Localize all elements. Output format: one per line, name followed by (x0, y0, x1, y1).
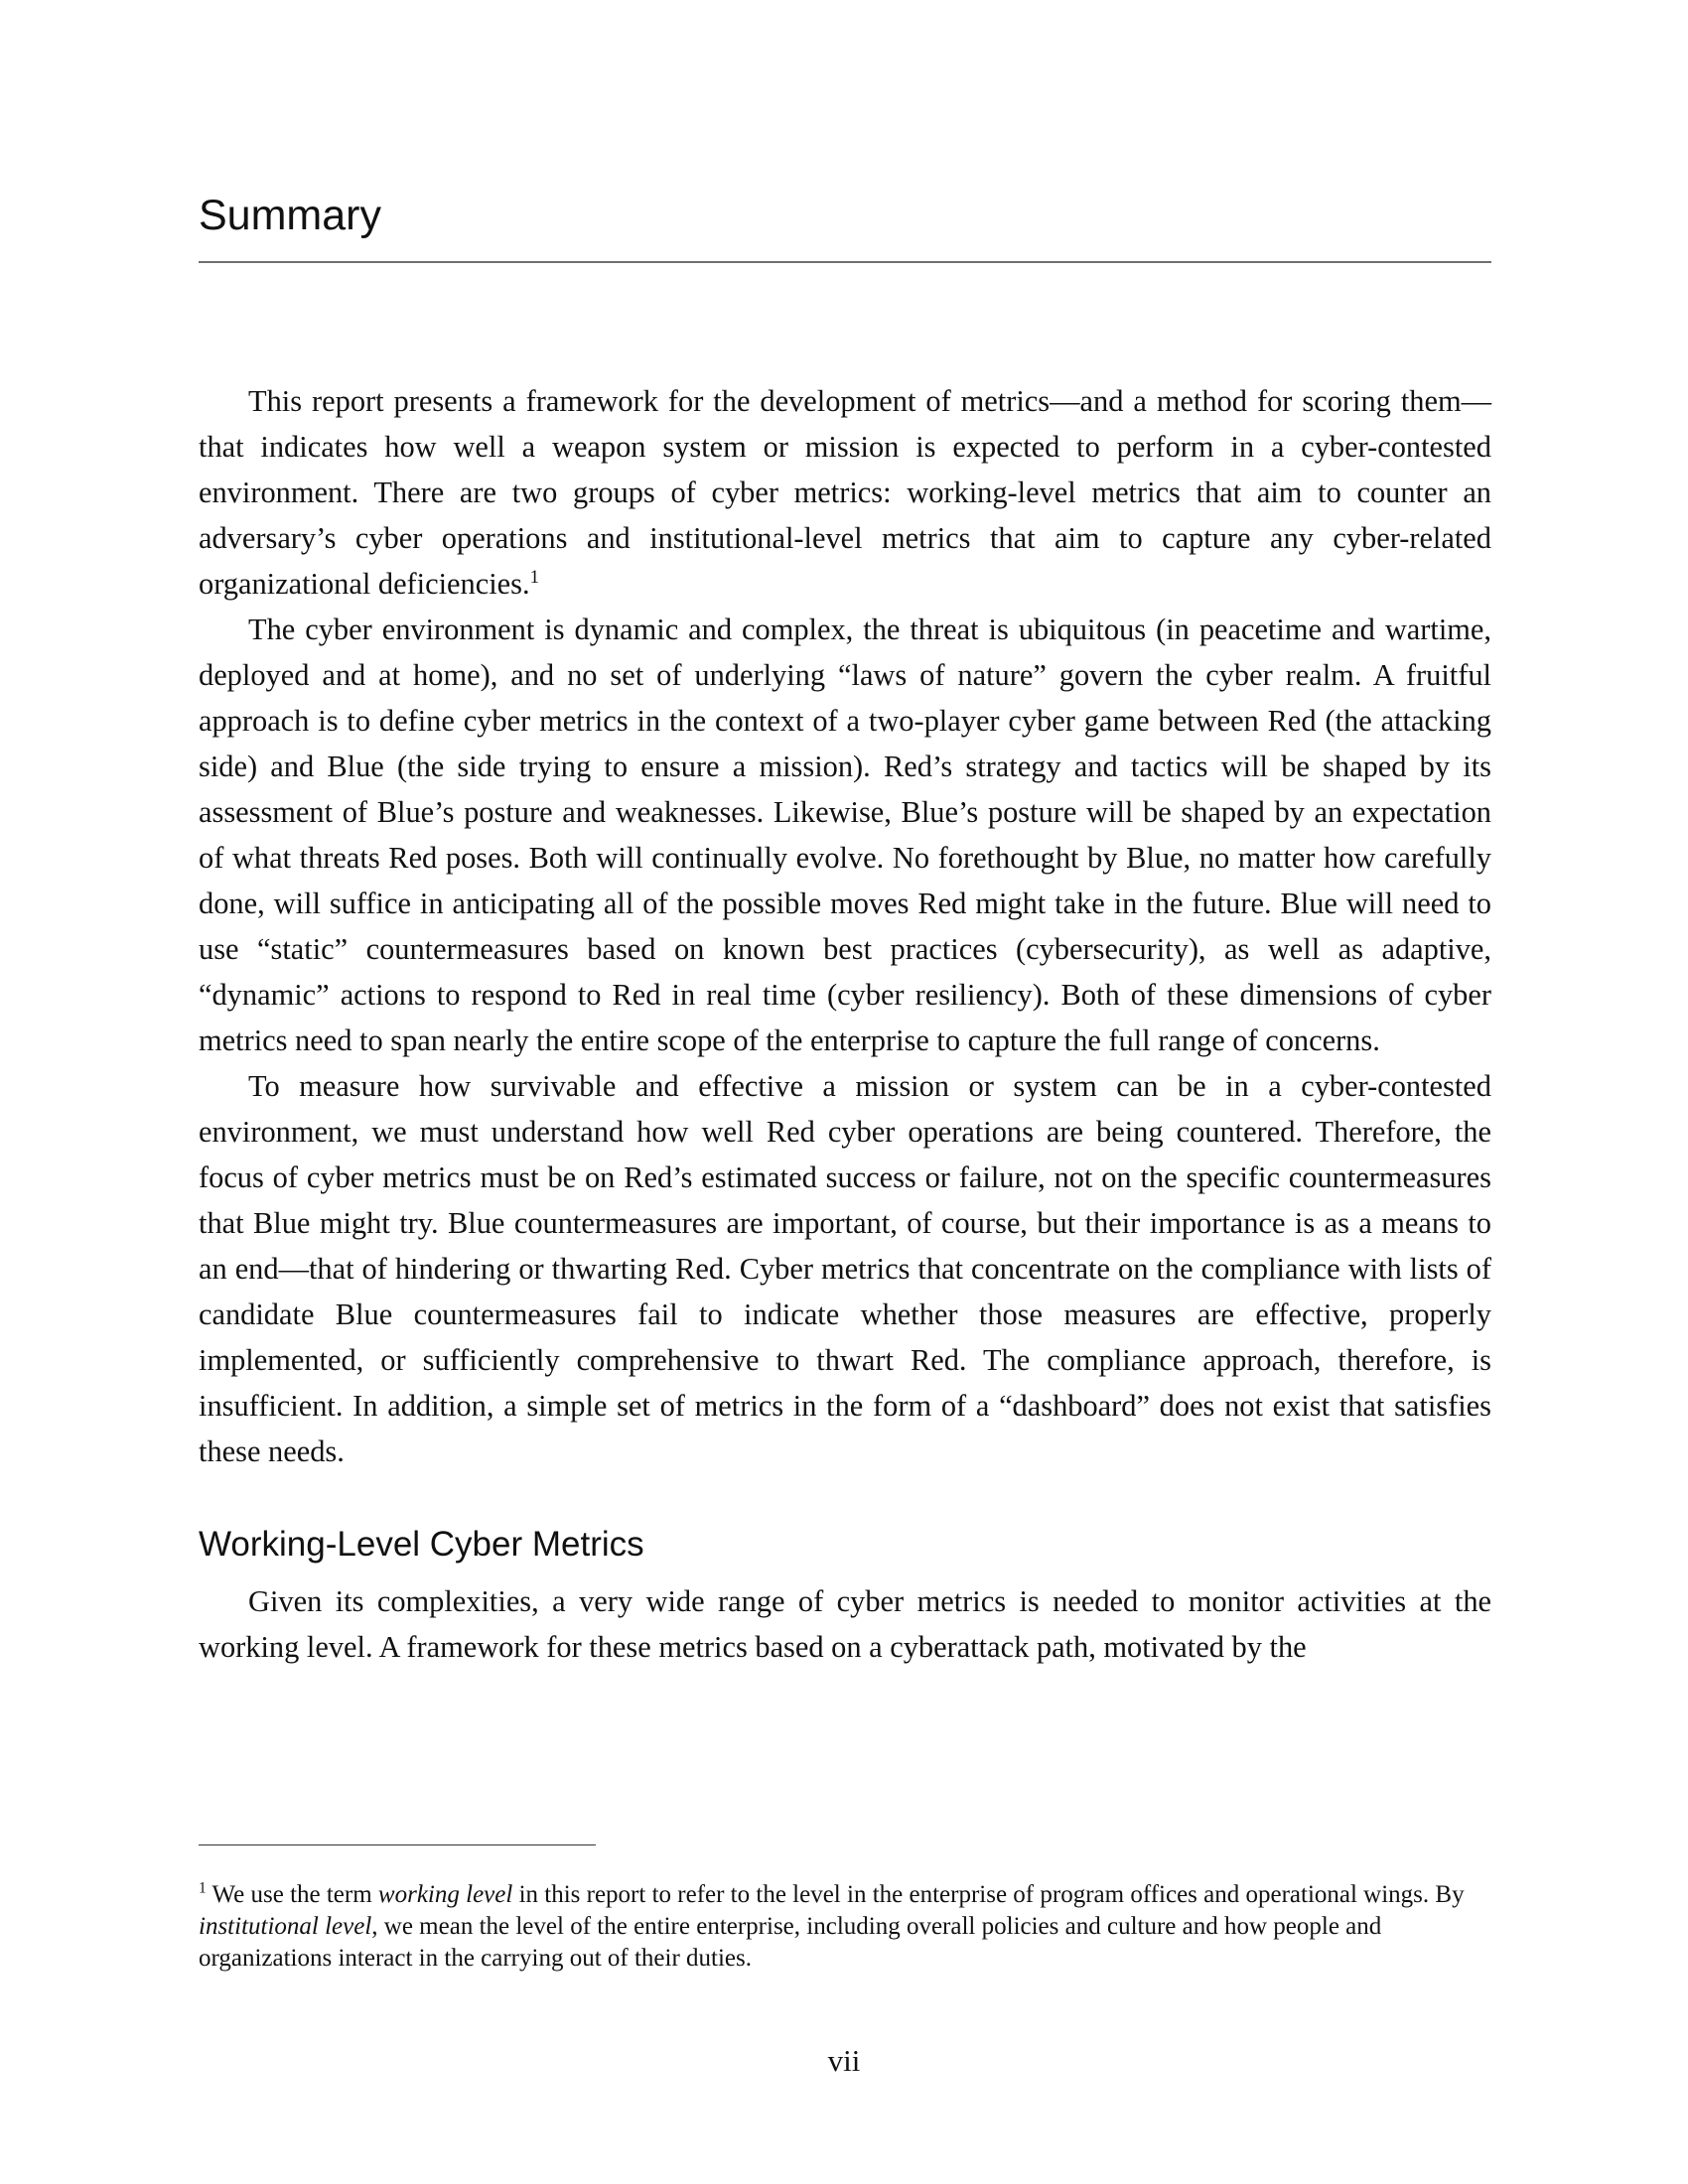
section-paragraph: Given its complexities, a very wide range of cyber metrics is needed to monitor activities at the working level. A framework for these metrics based on a cyberattack path, motivated by the (199, 1583, 1491, 1664)
paragraph-2: The cyber environment is dynamic and complex, the threat is ubiquitous (in peacetime and wartime, deployed and at home), and no set of underlying “laws of nature” govern the cyber realm. A fruitful approach is to define cyber metrics in the context of a two-player cyber game between Red (the attacking side) and Blue (the side trying to ensure a mission). Red’s strategy and tactics will be shaped by its assessment of Blue’s posture and weaknesses. Likewise, Blue’s posture will be shaped by an expectation of what threats Red poses. Both will continually evolve. No forethought by Blue, no matter how carefully done, will suffice in anticipating all of the possible moves Red might take in the future. Blue will need to use “static” countermeasures based on known best practices (cybersecurity), as well as adaptive, “dynamic” actions to respond to Red in real time (cyber resiliency). Both of these dimensions of cyber metrics need to span nearly the entire scope of the enterprise to capture the full range of concerns. (199, 613, 1491, 1057)
footnote-marker: 1 (199, 1879, 207, 1897)
footnote-term-working-level: working level (377, 1881, 513, 1908)
footnote-term-institutional-level: institutional level (199, 1913, 372, 1940)
paragraph-1 (199, 378, 1491, 607)
footnote-part-1: We use the term (206, 1881, 378, 1908)
footnote-reference[interactable]: 1 (529, 566, 540, 588)
footnote-part-2: in this report to refer to the level in the enterprise of program offices and operational wings. By (512, 1881, 1465, 1908)
footnote-part-3: , we mean the level of the entire enterprise, including overall policies and culture and how people and organizations interact in the carrying out of their duties. (199, 1913, 1382, 1972)
footnote-separator (199, 1844, 596, 1845)
paragraph-1-text: This report presents a framework for the development of metrics—and a method for scoring them—that indicates how well a weapon system or mission is expected to perform in a cyber-contested environment. There are two groups of cyber metrics: working-level metrics that aim to counter an adversary’s cyber operations and institutional-level metrics that aim to capture any cyber-related organizational deficiencies. (199, 384, 1491, 601)
section-heading: Working-Level Cyber Metrics (199, 1525, 644, 1564)
page-title: Summary (199, 192, 381, 239)
page-number: vii (827, 2043, 861, 2078)
title-underline (199, 261, 1491, 263)
footnote (199, 1879, 1491, 1975)
footnote-text (199, 1879, 1491, 1975)
paragraph-3: To measure how survivable and effective a mission or system can be in a cyber-contested environment, we must understand how well Red cyber operations are being countered. Therefore, the focus of cyber metrics must be on Red’s estimated success or failure, not on the specific countermeasures that Blue might try. Blue countermeasures are important, of course, but their importance is as a means to an end—that of hindering or thwarting Red. Cyber metrics that concentrate on the compliance with lists of candidate Blue countermeasures fail to indicate whether those measures are effective, properly implemented, or sufficiently comprehensive to thwart Red. The compliance approach, therefore, is insufficient. In addition, a simple set of metrics in the form of a “dashboard” does not exist that satisfies these needs. (199, 1069, 1491, 1468)
main-text (199, 378, 1491, 1670)
